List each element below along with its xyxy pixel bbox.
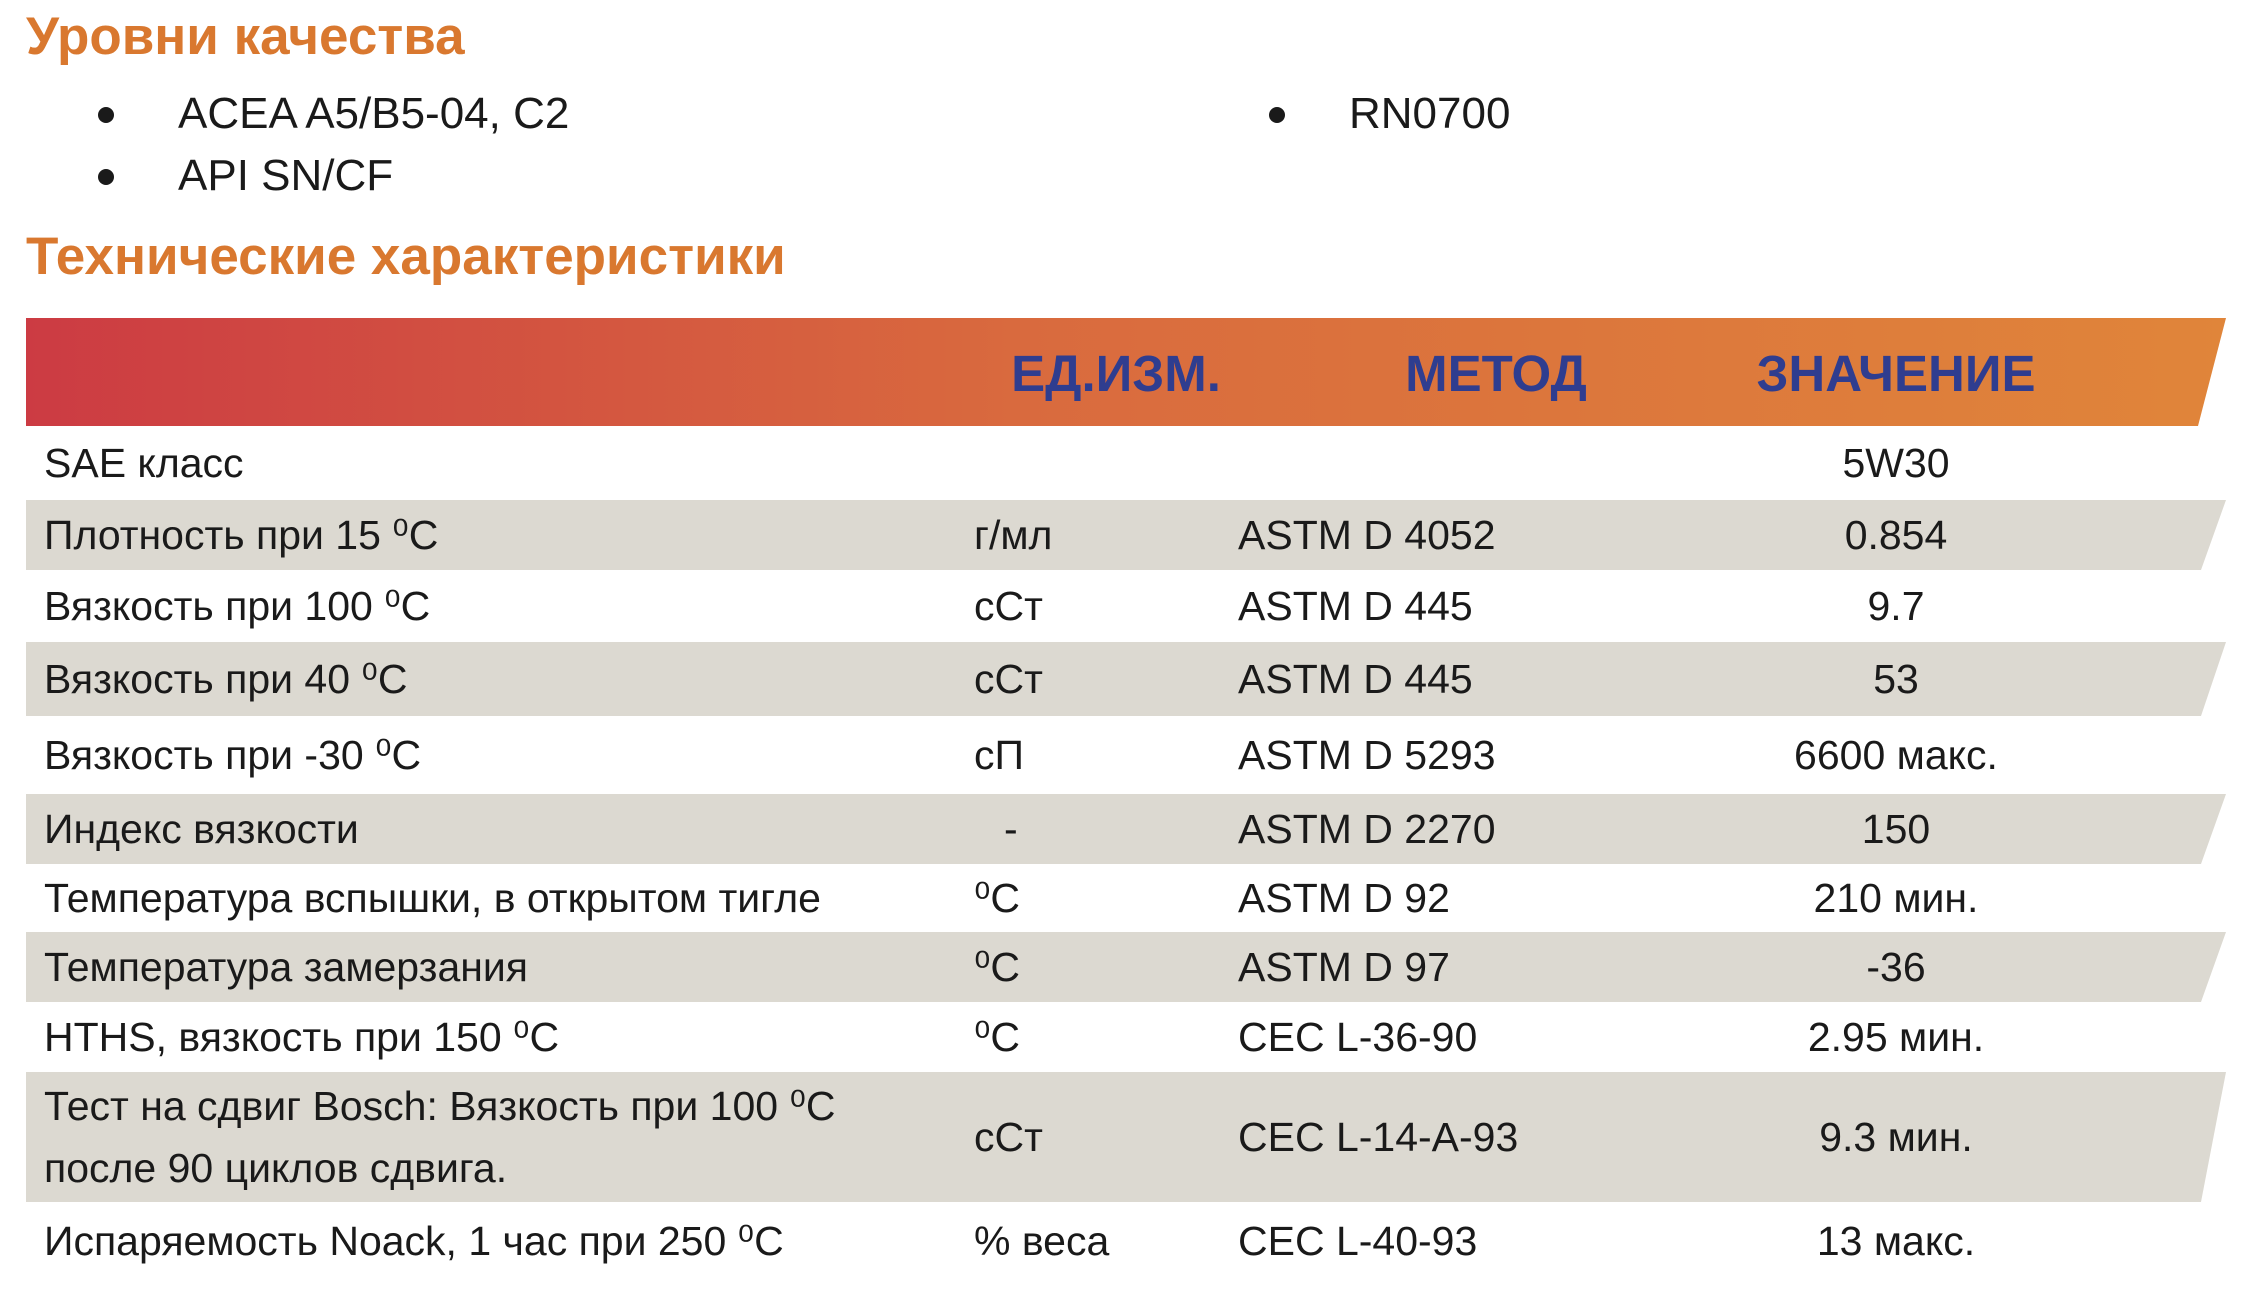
row-unit: % веса — [974, 1217, 1110, 1264]
row-param — [44, 1072, 944, 1202]
row-param: Индекс вязкости — [44, 806, 359, 852]
row-unit: сСт — [974, 1113, 1043, 1160]
row-method: ASTM D 92 — [1238, 874, 1450, 921]
row-param: Испаряемость Noack, 1 час при 250 ⁰C — [44, 1218, 784, 1264]
specs-table — [26, 318, 2226, 1280]
header-method: МЕТОД — [1405, 345, 1587, 402]
table-row — [26, 642, 2226, 716]
row-method: ASTM D 5293 — [1238, 731, 1496, 778]
row-value: 210 мин. — [1813, 874, 1979, 921]
row-unit: - — [1004, 805, 1018, 852]
quality-item-label: API SN/CF — [178, 151, 394, 200]
quality-item-label: RN0700 — [1349, 89, 1511, 138]
table-row — [26, 500, 2226, 570]
row-param: Плотность при 15 ⁰C — [44, 512, 439, 558]
row-unit: г/мл — [974, 511, 1053, 558]
bullet-icon — [98, 169, 114, 185]
row-param: HTHS, вязкость при 150 ⁰C — [44, 1014, 560, 1060]
row-value: 150 — [1861, 805, 1931, 852]
table-row — [26, 1002, 2226, 1072]
table-row — [26, 1202, 2226, 1280]
table-row — [26, 426, 2226, 500]
row-method — [1238, 426, 1718, 500]
bullet-icon — [98, 107, 114, 123]
row-unit: ⁰C — [974, 944, 1021, 990]
quality-item — [26, 83, 569, 145]
table-row — [26, 864, 2226, 932]
row-param: Вязкость при -30 ⁰C — [44, 732, 422, 778]
table-row — [26, 932, 2226, 1002]
technical-specs-heading: Технические характеристики — [26, 227, 786, 286]
table-header — [26, 318, 2226, 426]
row-param-line: после 90 циклов сдвига. — [44, 1145, 508, 1191]
quality-list-left — [26, 83, 569, 207]
quality-levels-heading: Уровни качества — [26, 7, 465, 66]
row-method: CEC L-14-A-93 — [1238, 1113, 1519, 1160]
table-row — [26, 716, 2226, 794]
table-row — [26, 794, 2226, 864]
row-method: ASTM D 2270 — [1238, 805, 1496, 852]
row-unit: ⁰C — [974, 1014, 1021, 1060]
row-value: -36 — [1866, 943, 1926, 990]
row-value: 9.3 мин. — [1819, 1113, 1973, 1160]
row-param: Температура замерзания — [44, 944, 528, 990]
quality-list-right — [1197, 83, 1510, 145]
row-unit: сП — [974, 731, 1024, 778]
row-unit: сСт — [974, 582, 1043, 629]
row-value: 0.854 — [1844, 511, 1948, 558]
row-param: Температура вспышки, в открытом тигле — [44, 875, 821, 921]
row-method: ASTM D 445 — [1238, 582, 1473, 629]
table-row — [26, 570, 2226, 642]
table-row — [26, 1072, 2226, 1202]
quality-item-label: ACEA A5/B5-04, C2 — [178, 89, 570, 138]
row-param: SAE класс — [44, 440, 244, 486]
row-param: Вязкость при 100 ⁰C — [44, 583, 431, 629]
header-unit: ЕД.ИЗМ. — [1011, 345, 1221, 402]
row-param-line: Тест на сдвиг Bosch: Вязкость при 100 ⁰C — [44, 1083, 836, 1129]
row-method: CEC L-36-90 — [1238, 1013, 1478, 1060]
row-value: 2.95 мин. — [1807, 1013, 1985, 1060]
quality-item — [1197, 83, 1510, 145]
quality-item — [26, 145, 569, 207]
row-value: 9.7 — [1867, 582, 1925, 629]
header-value: ЗНАЧЕНИЕ — [1756, 345, 2036, 402]
row-value: 6600 макс. — [1794, 731, 1998, 778]
row-method: CEC L-40-93 — [1238, 1217, 1478, 1264]
row-value: 13 макс. — [1816, 1217, 1976, 1264]
row-method: ASTM D 97 — [1238, 943, 1450, 990]
row-param: Вязкость при 40 ⁰C — [44, 656, 408, 702]
row-method: ASTM D 445 — [1238, 655, 1473, 702]
row-value: 53 — [1873, 655, 1919, 702]
row-value: 5W30 — [1842, 439, 1950, 486]
row-unit: ⁰C — [974, 875, 1021, 921]
row-method: ASTM D 4052 — [1238, 511, 1496, 558]
row-unit: сСт — [974, 655, 1043, 702]
bullet-icon — [1269, 107, 1285, 123]
row-unit — [974, 426, 1244, 500]
